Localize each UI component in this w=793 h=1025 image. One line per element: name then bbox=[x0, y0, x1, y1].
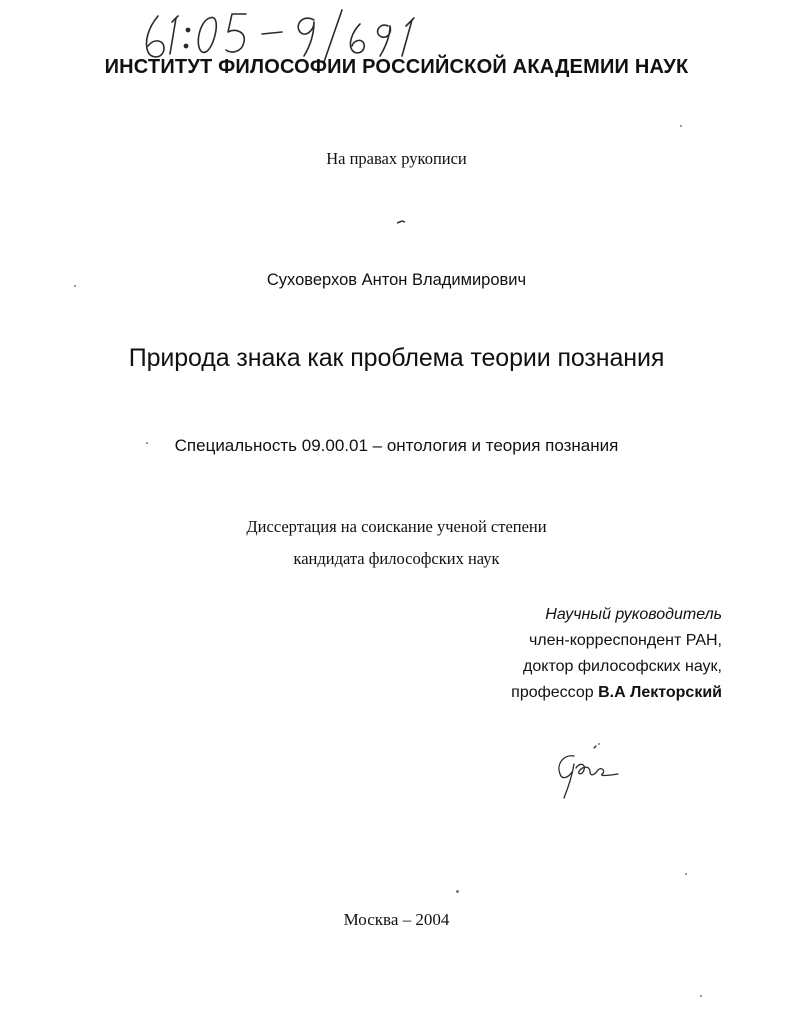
scan-speck bbox=[598, 743, 600, 745]
scan-speck bbox=[685, 873, 687, 875]
scan-mark bbox=[396, 212, 410, 218]
supervisor-name-line bbox=[511, 684, 722, 702]
institute-heading: ИНСТИТУТ ФИЛОСОФИИ РОССИЙСКОЙ АКАДЕМИИ НАУК bbox=[104, 56, 689, 78]
scan-speck bbox=[456, 890, 459, 893]
scan-speck bbox=[680, 125, 682, 127]
scan-speck bbox=[146, 442, 148, 444]
dissertation-title: Природа знака как проблема теории познания bbox=[128, 344, 665, 372]
scan-speck bbox=[74, 285, 76, 287]
city-year: Москва – 2004 bbox=[343, 910, 450, 929]
supervisor-title-1: член-корреспондент РАН, bbox=[528, 632, 722, 649]
degree-line-2: кандидата философских наук bbox=[293, 549, 500, 568]
scan-speck bbox=[700, 995, 702, 997]
signature-drawing bbox=[544, 742, 624, 802]
scan-mark-drawing bbox=[396, 219, 410, 225]
supervisor-signature bbox=[544, 742, 624, 802]
supervisor-rank: профессор bbox=[511, 684, 599, 701]
supervisor-title-2: доктор философских наук, bbox=[523, 658, 722, 675]
rights-note: На правах рукописи bbox=[326, 149, 467, 168]
speciality-line: Специальность 09.00.01 – онтология и теория познания bbox=[174, 436, 619, 455]
degree-line-1: Диссертация на соискание ученой степени bbox=[246, 517, 547, 536]
supervisor-role: Научный руководитель bbox=[545, 606, 722, 623]
author-name: Суховерхов Антон Владимирович bbox=[266, 271, 527, 289]
supervisor-name: В.А Лекторский bbox=[598, 684, 722, 701]
